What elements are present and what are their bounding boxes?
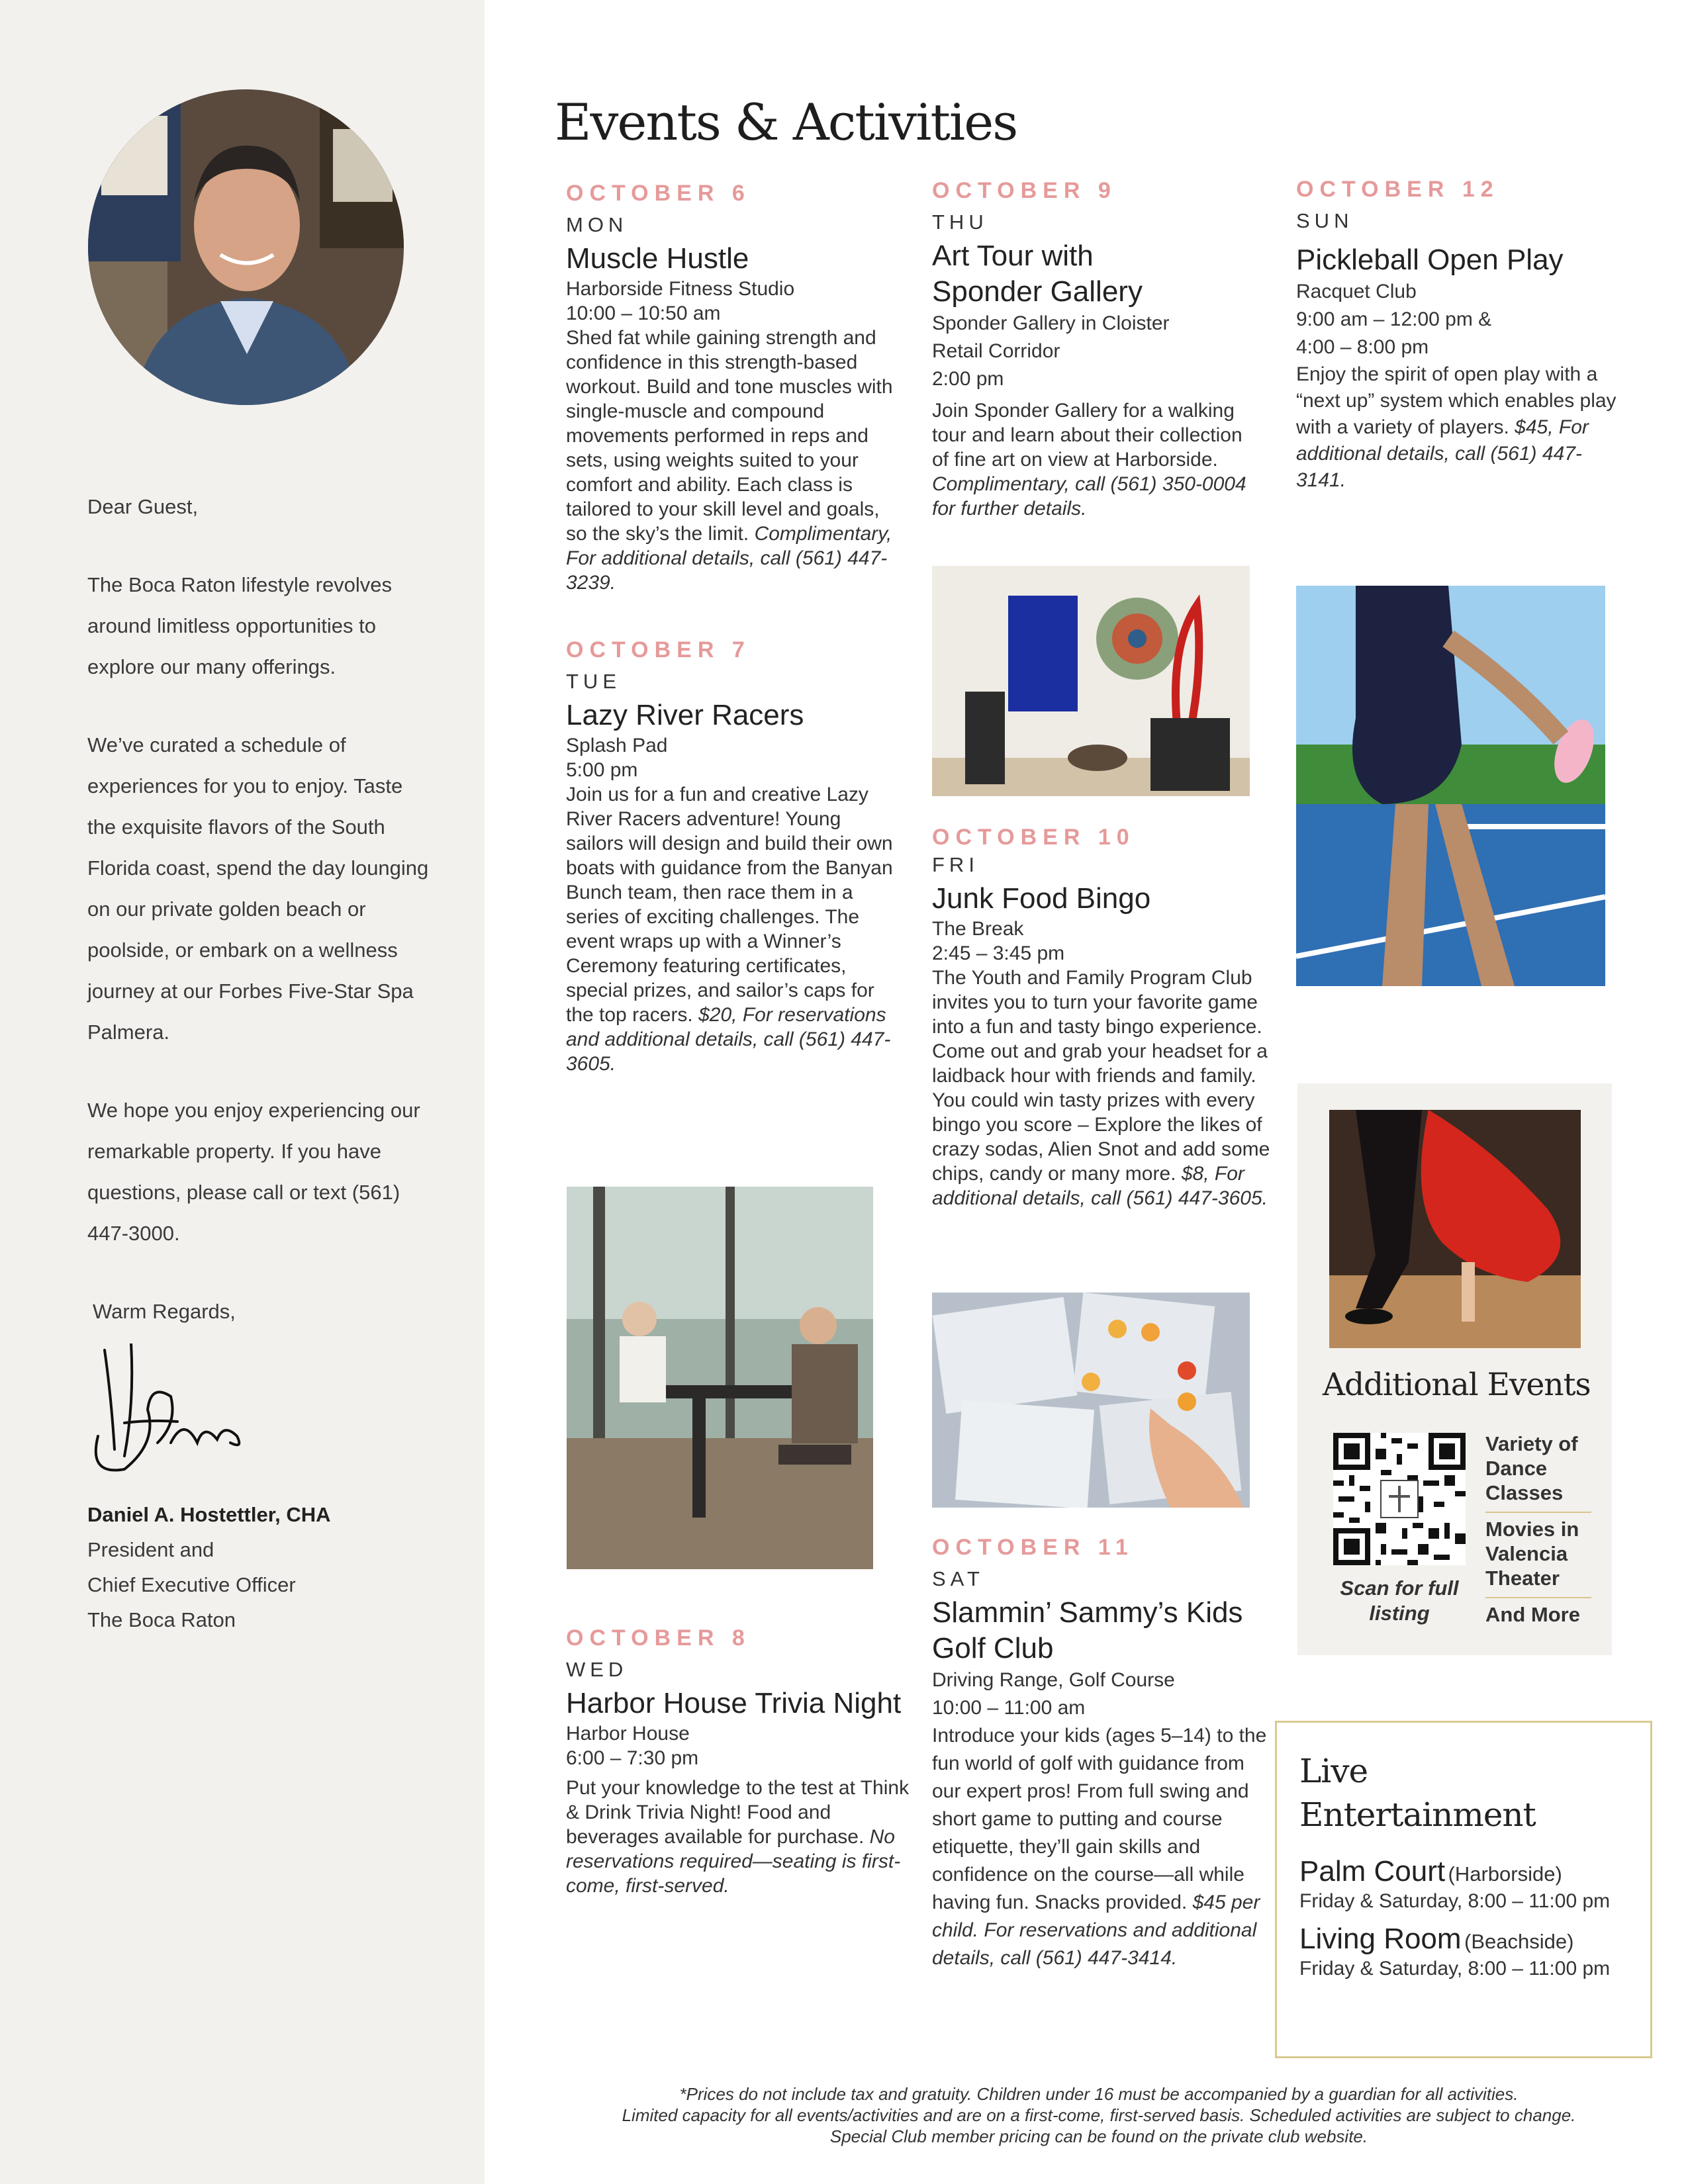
event-october-7 [566,637,904,1076]
event-description [1296,361,1627,494]
event-october-8 [566,1625,910,1898]
event-note: Complimentary, call (561) 350-0004 for further details. [932,473,1246,520]
additional-events-list [1485,1428,1591,1633]
event-title: Lazy River Racers [566,699,804,731]
trivia-night-photo [567,1187,873,1569]
event-note: Complimentary, For additional details, call (561) 447-3239. [566,523,892,594]
event-title: Pickleball Open Play [1296,244,1564,276]
event-date: OCTOBER 6 [566,181,751,206]
event-location: Splash Pad [566,735,668,756]
event-october-11 [932,1534,1276,1972]
event-title: Muscle Hustle [566,242,749,275]
event-time: 10:00 – 11:00 am [932,1697,1086,1719]
event-description-text: Put your knowledge to the test at Think & Drink Trivia Night! Food and beverages available for purchase. [566,1777,910,1848]
event-location: Racquet Club [1296,281,1417,302]
event-date: OCTOBER 12 [1296,177,1499,202]
footer-line: *Prices do not include tax and gratuity. Children under 16 must be accompanied by a guardian for all activities. [679,2084,1519,2104]
live-entertainment-title: Live Entertainment [1299,1752,1536,1834]
event-description [932,398,1263,521]
venue-palm-court [1299,1855,1610,1915]
event-day: SUN [1296,209,1354,232]
letter-paragraph: We’ve curated a schedule of experiences for you to enjoy. Taste the exquisite flavors of the South Florida coast, spend the day lounging on our private golden beach or poolside, or embark on a wellness journey at our Forbes Five-Star Spa Palmera. [87,733,429,1044]
venue-area: (Harborside) [1448,1862,1562,1886]
letter-paragraph: We hope you enjoy experiencing our remarkable property. If you have questions, please call or text (561) 447-3000. [87,1099,420,1245]
event-date: OCTOBER 10 [932,825,1135,850]
event-location: Harborside Fitness Studio [566,278,795,300]
event-description-text: Join Sponder Gallery for a walking tour and learn about their collection of fine art on view at Harborside. [932,400,1243,471]
event-day: WED [566,1658,628,1681]
list-item: And More [1485,1603,1580,1626]
event-description [932,966,1276,1210]
event-description [932,1722,1276,1972]
signer-block [87,1497,458,1637]
event-day: MON [566,213,628,236]
event-date: OCTOBER 11 [932,1535,1134,1560]
event-note: $45 per child. For reservations and additional details, call (561) 447-3414. [932,1891,1260,1969]
event-description [566,782,904,1076]
qr-code[interactable] [1333,1433,1466,1565]
live-entertainment-panel [1275,1721,1652,2058]
event-description-text: Join us for a fun and creative Lazy River Racers adventure! Young sailors will design and build their own boats with guidance from the Banyan Bunch team, then race them in a series of exciting challenges. The event wraps up with a Winner’s Ceremony featuring certificates, special prizes, and sailor’s caps for the top racers. [566,784,893,1026]
additional-events-panel [1297,1083,1612,1655]
event-note: $45, For additional details, call (561) 447-3141. [1296,416,1589,491]
signature-image [85,1343,263,1496]
event-location: Sponder Gallery in Cloister Retail Corridor [932,312,1170,362]
event-day: TUE [566,670,621,693]
event-time: 2:45 – 3:45 pm [932,942,1065,964]
signer-organization: The Boca Raton [87,1608,236,1631]
event-description [566,1776,910,1898]
event-location: Driving Range, Golf Course [932,1669,1175,1691]
list-item: Movies in Valencia Theater [1485,1513,1591,1598]
event-description-text: The Youth and Family Program Club invites you to turn your favorite game into a fun and tasty bingo experience. Come out and grab your headset for a laidback hour with friends and family. You could win tasty prizes with every bingo you score – Explore the likes of crazy sodas, Alien Snot and add some chips, candy or many more. [932,967,1270,1185]
venue-living-room [1299,1923,1610,1982]
event-description-text: Introduce your kids (ages 5–14) to the fun world of golf with guidance from our expert pros! From full swing and short game to putting and course etiquette, they’ll gain skills and confidence on the course—all while having fun. Snacks provided. [932,1725,1267,1913]
event-time: 6:00 – 7:30 pm [566,1747,699,1769]
pickleball-photo [1296,586,1605,986]
event-title: Art Tour with Sponder Gallery [932,240,1143,308]
art-gallery-photo [932,566,1250,796]
event-title: Junk Food Bingo [932,882,1151,915]
event-day: THU [932,210,988,234]
portrait-photo [88,89,404,405]
letter-closing: Warm Regards, [93,1300,236,1323]
event-time: 9:00 am – 12:00 pm & 4:00 – 8:00 pm [1296,308,1492,358]
event-october-9 [932,177,1263,521]
signer-title: President and [87,1538,214,1561]
signer-title: Chief Executive Officer [87,1573,296,1596]
event-note: $20, For reservations and additional details, call (561) 447-3605. [566,1004,891,1075]
letter-sidebar [0,0,485,2184]
welcome-letter [87,486,432,1369]
event-date: OCTOBER 9 [932,178,1117,203]
letter-greeting: Dear Guest, [87,495,199,518]
event-october-10 [932,824,1276,1210]
bingo-photo [932,1293,1250,1508]
event-date: OCTOBER 7 [566,637,751,662]
venue-name: Living Room [1299,1923,1462,1955]
event-time: 2:00 pm [932,368,1004,390]
event-description-text: Enjoy the spirit of open play with a “next up” system which enables play with a variety of players. [1296,363,1617,438]
event-note: No reservations required—seating is first-come, first-served. [566,1826,901,1897]
venue-name: Palm Court [1299,1855,1446,1888]
event-description [566,326,904,595]
dance-photo [1329,1110,1581,1348]
additional-events-title: Additional Events [1323,1367,1591,1403]
scan-for-full-listing: Scan for full listing [1340,1576,1459,1625]
event-description-text: Shed fat while gaining strength and confidence in this strength-based workout. Build and tone muscles with single-muscle and compound movements performed in reps and sets, using weights suited to your comfort and ability. Each class is tailored to your skill level and goals, so the sky’s the limit. [566,327,893,545]
venue-area: (Beachside) [1464,1930,1574,1953]
event-title: Harbor House Trivia Night [566,1687,902,1719]
signer-name: Daniel A. Hostettler, CHA [87,1503,331,1526]
event-location: The Break [932,918,1024,940]
event-october-6 [566,180,904,595]
letter-paragraph: The Boca Raton lifestyle revolves around limitless opportunities to explore our many offerings. [87,573,393,678]
footer-line: Limited capacity for all events/activities and are on a first-come, first-served basis. Scheduled activities are subject to change. [622,2105,1576,2125]
event-note: $8, For additional details, call (561) 447-3605. [932,1163,1268,1209]
venue-hours: Friday & Saturday, 8:00 – 11:00 pm [1299,1890,1611,1912]
event-time: 10:00 – 10:50 am [566,302,721,324]
event-october-12 [1296,176,1627,494]
event-day: FRI [932,853,979,876]
page-title: Events & Activities [555,93,1017,152]
venue-hours: Friday & Saturday, 8:00 – 11:00 pm [1299,1958,1611,1979]
footer-disclaimer [510,2083,1688,2147]
event-day: SAT [932,1567,984,1590]
event-title: Slammin’ Sammy’s Kids Golf Club [932,1596,1243,1664]
event-time: 5:00 pm [566,759,638,781]
list-item: Variety of Dance Classes [1485,1428,1591,1513]
event-date: OCTOBER 8 [566,1625,751,1651]
footer-line: Special Club member pricing can be found on the private club website. [829,2126,1368,2146]
event-location: Harbor House [566,1723,690,1745]
